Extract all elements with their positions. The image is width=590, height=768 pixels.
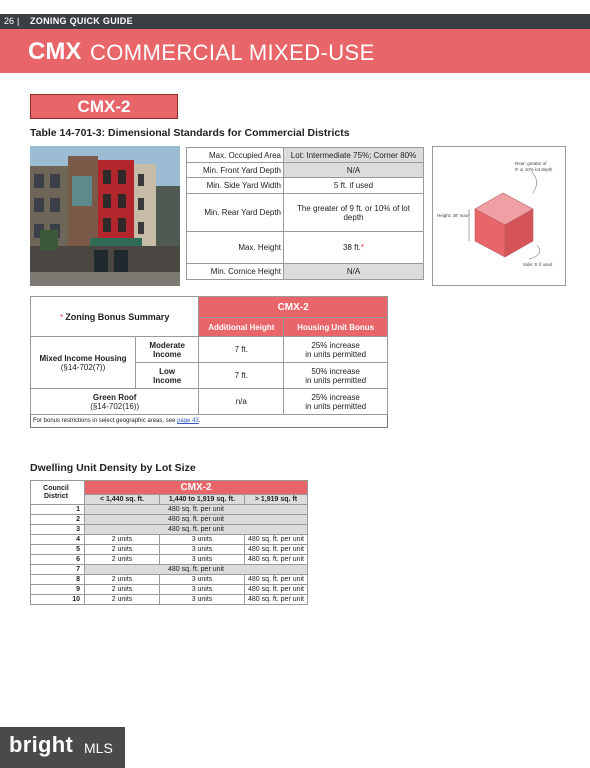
table-row xyxy=(31,337,388,363)
table-row xyxy=(31,595,308,605)
table-row xyxy=(31,297,388,318)
height-label: Height: 38' max* xyxy=(437,213,470,218)
asterisk-mark: * xyxy=(59,312,64,322)
district-number: 8 xyxy=(31,575,85,585)
district-number: 10 xyxy=(31,595,85,605)
density-value: 480 sq. ft. per unit xyxy=(85,525,308,535)
density-value: 2 units xyxy=(85,585,160,595)
row-label: Min. Cornice Height xyxy=(187,264,284,280)
table-row xyxy=(187,178,424,194)
dwelling-density-table xyxy=(30,480,308,605)
district-number: 9 xyxy=(31,585,85,595)
district-number: 7 xyxy=(31,565,85,575)
table-row xyxy=(31,389,388,415)
page-number: 26 xyxy=(4,16,15,26)
watermark-brand: bright xyxy=(9,732,74,757)
density-value: 480 sq. ft. per unit xyxy=(85,515,308,525)
table-row xyxy=(187,194,424,232)
row-value: N/A xyxy=(284,264,424,280)
density-value: 2 units xyxy=(85,575,160,585)
density-value: 3 units xyxy=(160,555,245,565)
dimensional-table-title: Table 14-701-3: Dimensional Standards for Commercial Districts xyxy=(30,127,350,139)
setback-diagram xyxy=(432,146,566,286)
col-small-lot: < 1,440 sq. ft. xyxy=(85,495,160,505)
density-value: 480 sq. ft. per unit xyxy=(85,505,308,515)
title-banner xyxy=(0,29,590,73)
green-bonus-value: 25% increase in units permitted xyxy=(284,389,388,415)
rear-label-1: Rear: greater of xyxy=(515,161,547,166)
mixed-income-housing-label: Mixed Income Housing (§14-702(7)) xyxy=(31,337,136,389)
density-value: 3 units xyxy=(160,535,245,545)
density-value: 3 units xyxy=(160,585,245,595)
building-photo xyxy=(30,146,180,286)
row-label: Max. Height xyxy=(187,232,284,264)
table-row xyxy=(31,525,308,535)
district-number: 1 xyxy=(31,505,85,515)
moderate-income-label: Moderate Income xyxy=(136,337,199,363)
table-row xyxy=(31,515,308,525)
table-row xyxy=(31,415,388,428)
additional-height-header: Additional Height xyxy=(199,318,284,337)
guide-title: ZONING QUICK GUIDE xyxy=(30,16,133,26)
table-row xyxy=(187,264,424,280)
low-height-value: 7 ft. xyxy=(199,363,284,389)
watermark-suffix: MLS xyxy=(84,740,113,756)
col-large-lot: > 1,919 sq. ft xyxy=(245,495,308,505)
row-value xyxy=(284,194,424,232)
density-value: 2 units xyxy=(85,545,160,555)
row-label: Min. Side Yard Width xyxy=(187,178,284,194)
table-row xyxy=(31,585,308,595)
housing-unit-bonus-header: Housing Unit Bonus xyxy=(284,318,388,337)
district-number: 6 xyxy=(31,555,85,565)
rear-label-2: 9' or 10% lot depth xyxy=(515,167,553,172)
row-value: 5 ft. if used xyxy=(284,178,424,194)
density-value: 3 units xyxy=(160,575,245,585)
header-separator: | xyxy=(17,16,20,26)
brightmls-watermark xyxy=(0,727,125,768)
density-district-header: CMX-2 xyxy=(85,481,308,495)
table-row xyxy=(187,148,424,163)
density-value: 480 sq. ft. per unit xyxy=(245,545,308,555)
zoning-bonus-table xyxy=(30,296,388,428)
table-row xyxy=(31,565,308,575)
density-table-title: Dwelling Unit Density by Lot Size xyxy=(30,462,196,474)
district-number: 5 xyxy=(31,545,85,555)
table-row xyxy=(31,555,308,565)
density-value: 3 units xyxy=(160,595,245,605)
density-value: 2 units xyxy=(85,535,160,545)
page-43-link[interactable]: page 43 xyxy=(177,418,199,424)
col-mid-lot: 1,440 to 1,919 sq. ft. xyxy=(160,495,245,505)
density-value: 480 sq. ft. per unit xyxy=(245,555,308,565)
side-label: Side: 5' if used xyxy=(523,262,553,267)
density-value: 2 units xyxy=(85,595,160,605)
district-name: COMMERCIAL MIXED-USE xyxy=(90,40,375,65)
district-code: CMX xyxy=(28,38,82,65)
bonus-note: For bonus restrictions in select geographic areas, see page 43. xyxy=(33,418,201,424)
district-number: 3 xyxy=(31,525,85,535)
district-number: 2 xyxy=(31,515,85,525)
row-value xyxy=(284,232,424,264)
table-row xyxy=(31,505,308,515)
moderate-height-value: 7 ft. xyxy=(199,337,284,363)
row-label: Max. Occupied Area xyxy=(187,148,284,163)
council-district-header: Council District xyxy=(31,481,85,505)
density-value: 480 sq. ft. per unit xyxy=(85,565,308,575)
district-number: 4 xyxy=(31,535,85,545)
density-value: 2 units xyxy=(85,555,160,565)
density-value: 3 units xyxy=(160,545,245,555)
table-row xyxy=(31,481,308,495)
bonus-district-header: CMX-2 xyxy=(199,297,388,318)
bonus-summary-title: * Zoning Bonus Summary xyxy=(31,297,199,337)
row-label: Min. Rear Yard Depth xyxy=(187,194,284,232)
low-bonus-value: 50% increase in units permitted xyxy=(284,363,388,389)
density-value: 480 sq. ft. per unit xyxy=(245,535,308,545)
dimensional-standards-table xyxy=(186,147,424,280)
table-row xyxy=(31,575,308,585)
low-income-label: Low Income xyxy=(136,363,199,389)
district-tag: CMX-2 xyxy=(30,94,178,119)
density-value: 480 sq. ft. per unit xyxy=(245,575,308,585)
table-row xyxy=(187,163,424,178)
row-value: N/A xyxy=(284,163,424,178)
asterisk-mark: * xyxy=(360,243,364,252)
moderate-bonus-value: 25% increase in units permitted xyxy=(284,337,388,363)
row-value: Lot: Intermediate 75%; Corner 80% xyxy=(284,148,424,163)
green-height-value: n/a xyxy=(199,389,284,415)
row-label: Min. Front Yard Depth xyxy=(187,163,284,178)
table-row xyxy=(187,232,424,264)
table-row xyxy=(31,545,308,555)
page-header-bar xyxy=(0,14,590,29)
table-row xyxy=(31,535,308,545)
rear-yard-value: The greater of 9 ft. or 10% of lot depth xyxy=(297,203,410,222)
density-value: 480 sq. ft. per unit xyxy=(245,585,308,595)
density-value: 480 sq. ft. per unit xyxy=(245,595,308,605)
max-height-value: 38 ft. xyxy=(343,243,361,252)
green-roof-label: Green Roof (§14-702(16)) xyxy=(31,389,199,415)
